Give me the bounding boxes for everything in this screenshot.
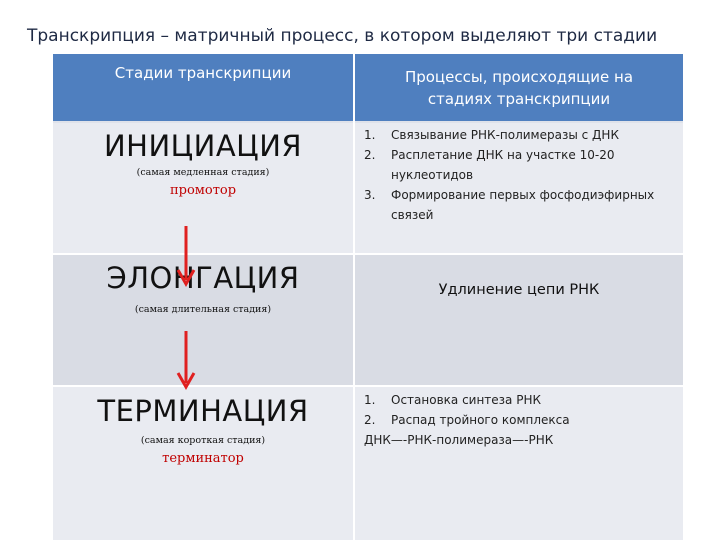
stage-termination: ТЕРМИНАЦИЯ xyxy=(97,394,309,428)
list-item: 3. Формирование первых фосфодиэфирных xyxy=(364,188,655,202)
list-item: ДНК—-РНК-полимераза—-РНК xyxy=(364,433,554,447)
stage-initiation-note: (самая медленная стадия) xyxy=(136,167,270,178)
promoter-label: промотор xyxy=(169,183,237,198)
row-elongation xyxy=(53,255,683,385)
elongation-process: Удлинение цепи РНК xyxy=(438,282,600,298)
column-divider xyxy=(353,54,355,540)
row-divider xyxy=(53,385,683,387)
header-stages: Стадии транскрипции xyxy=(114,64,292,82)
table-header xyxy=(53,54,683,121)
transcription-table xyxy=(53,54,683,540)
arrow-down-icon xyxy=(176,331,196,391)
list-item: 1. Связывание РНК-полимеразы с ДНК xyxy=(364,128,619,142)
list-item: 2. Расплетание ДНК на участке 10-20 xyxy=(364,148,615,162)
stage-elongation: ЭЛОНГАЦИЯ xyxy=(106,261,300,295)
list-item: 2. Распад тройного комплекса xyxy=(364,413,570,427)
row-initiation xyxy=(53,123,683,253)
terminator-label: терминатор xyxy=(162,451,244,466)
list-item: нуклеотидов xyxy=(391,168,474,182)
stage-termination-note: (самая короткая стадия) xyxy=(140,435,266,446)
row-divider xyxy=(53,253,683,255)
header-processes xyxy=(355,54,683,121)
header-processes-line2: стадиях транскрипции xyxy=(427,89,611,108)
list-item: 1. Остановка синтеза РНК xyxy=(364,393,542,407)
initiation-processes xyxy=(364,125,674,225)
row-termination xyxy=(53,387,683,540)
stage-elongation-note: (самая длительная стадия) xyxy=(134,304,272,315)
slide-title: Транскрипция – матричный процесс, в котором выделяют три стадии xyxy=(27,26,658,46)
header-processes-line1: Процессы, происходящие на xyxy=(404,67,634,86)
arrow-down-icon xyxy=(176,226,196,288)
list-item: связей xyxy=(391,208,434,222)
termination-processes xyxy=(364,390,674,450)
stage-initiation: ИНИЦИАЦИЯ xyxy=(103,129,303,163)
